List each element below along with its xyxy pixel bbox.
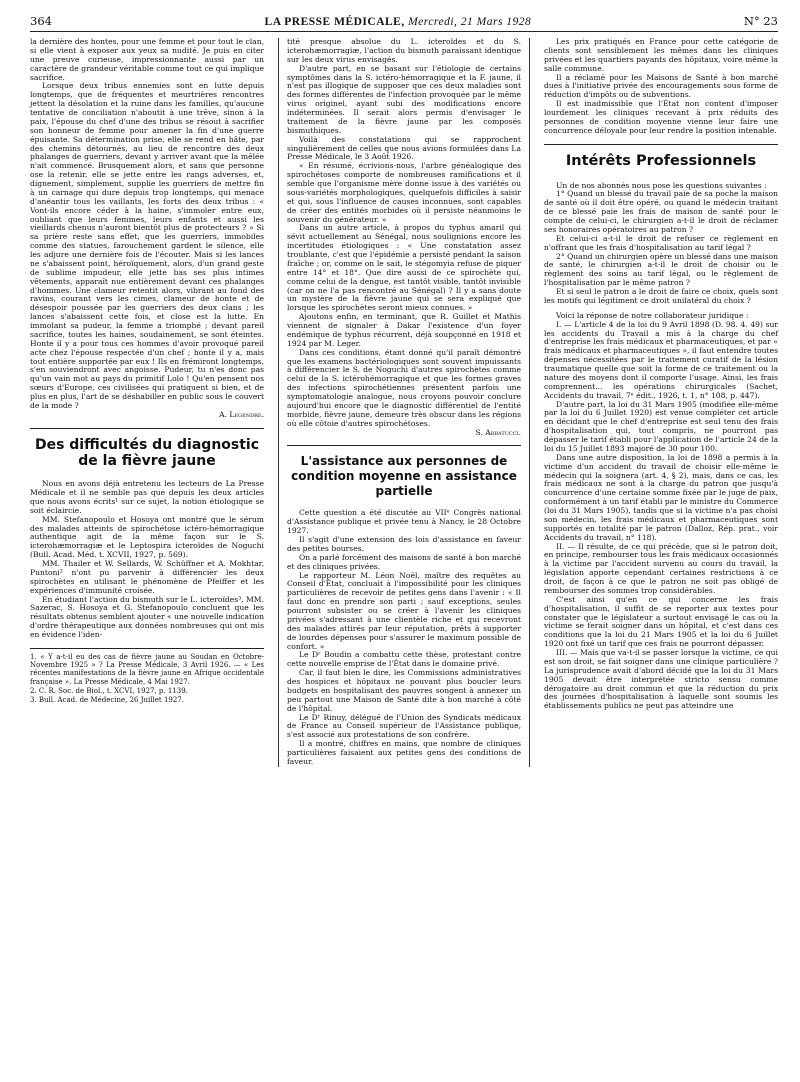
column-2 xyxy=(278,38,530,767)
body-paragraph: D'autre part, la loi du 31 Mars 1905 (modifiée elle-même par la loi du 6 Juillet 1920) est venue compléter cet article en décidant que le chef d'entreprise est seul tenu des frais d'hospitalisation qui, tout compris, ne pourront pas dépasser le tarif établi pour l'application de l'article 24 de la loi du 15 Juillet 1893 majoré de 30 pour 100. xyxy=(544,399,778,453)
author-signature: A. Legendre. xyxy=(219,409,264,419)
body-paragraph: III. — Mais que va-t-il se passer lorsque la victime, ce qui est son droit, se fait soigner dans une clinique particulière ? La jurisprudence avait d'abord décidé que la loi du 31 Mars 1905 devait être interprétée stricto sensu comme dérogatoire au droit commun et que la réduction du prix des journées d'hospitalisation à laquelle sont soumis les établissements publics ne peut pas atteindre une xyxy=(544,648,778,711)
body-paragraph: 1° Quand un blessé du travail paie de sa poche la maison de santé où il doit être opéré, ou quand le médecin traitant de ce blessé paie les frais de maison de santé pour le compte de celui-ci, le chirurgien a-t-il le droit de réclamer ses honoraires opératoires au patron ? xyxy=(544,189,778,234)
column-1 xyxy=(30,38,264,767)
body-paragraph: Le rapporteur M. Léon Noël, maître des requêtes au Conseil d'État, concluait à l'impossibilité pour les cliniques particulières de recevoir de petites gens dans l'avenir : « Il faut donc en prendre son parti ; sauf exceptions, seules pourront subsister ou se créer à l'avenir les cliniques privées s'adressant à une clientèle riche et qui recevront des malades attirés par leur réputation, prêts à supporter de lourdes dépenses pour s'assurer le maximum possible de confort. » xyxy=(287,570,521,651)
body-paragraph: Voici la réponse de notre collaborateur juridique : xyxy=(556,310,749,320)
body-paragraph: Nous en avons déjà entretenu les lecteurs de La Presse Médicale et il ne semble pas que depuis les deux articles que nous avons écrits¹ sur ce sujet, la notion étiologique se soit éclaircie. xyxy=(30,479,264,515)
body-paragraph: Il a réclamé pour les Maisons de Santé à bon marché dues à l'initiative privée des encouragements sous forme de réduction d'impôts ou de subventions. xyxy=(544,72,778,100)
body-paragraph: On a parlé forcément des maisons de santé à bon marché et des cliniques privées. xyxy=(287,552,521,571)
footnotes xyxy=(30,648,264,704)
divider xyxy=(287,445,521,446)
body-paragraph: Et si seul le patron a le droit de faire ce choix, quels sont les motifs qui légitiment ce droit unilatéral du choix ? xyxy=(544,287,778,305)
author-signature: S. Abbatucci. xyxy=(475,427,521,437)
column-3 xyxy=(544,38,778,767)
body-paragraph: la dernière des hontes, pour une femme et pour tout le clan, si elle vient à exposer aux yeux sa nudité. Je puis en citer une preuve curieuse, impressionnante aussi par un caractère de grandeur véritable comme tout ce qui implique sacrifice. xyxy=(30,37,264,82)
body-paragraph: Il a montré, chiffres en mains, que nombre de cliniques particulières faisaient aux petites gens des conditions de faveur. xyxy=(287,739,521,766)
body-paragraph: Et celui-ci a-t-il le droit de refuser ce règlement en n'offrant que les frais d'hospitalisation au tarif légal ? xyxy=(544,233,778,252)
body-paragraph: Le Dʳ Rinuy, délégué de l'Union des Syndicats médicaux de France au Conseil supérieur de l'Assistance publique, s'est associé aux protestations de son confrère. xyxy=(287,712,521,740)
body-paragraph: C'est ainsi qu'en ce qui concerne les frais d'hospitalisation, il suffit de se reporter aux textes pour constater que le législateur a surtout envisagé le cas où la victime se ferait soigner dans un hôpital, et c'est dans ces conditions que la loi du 21 Mars 1905 et la loi du 6 Juillet 1920 ont fixé un tarif que ces frais ne pourront dépasser. xyxy=(544,594,778,649)
body-paragraph: I. — L'article 4 de la loi du 9 Avril 1898 (D. 98. 4. 49) sur les accidents du Travail a mis à la charge du chef d'entreprise les frais médicaux et pharmaceutiques, et par « frais médicaux et pharmaceutiques », il faut entendre toutes dépenses nécessitées par le traitement curatif de la lésion traumatique quelle que soit la forme de ce traitement ou la nature des moyens dont il comporte l'usage. Ainsi, les frais comprennent... les opérations chirurgicales (Sachet, Accidents du travail, 7ᵉ édit., 1926, t. 1, n° 108, p. 447). xyxy=(544,319,778,400)
body-paragraph: Cette question a été discutée au VIIᵉ Congrès national d'Assistance publique et privée tenu à Nancy, le 28 Octobre 1927. xyxy=(287,508,521,536)
body-paragraph: En étudiant l'action du bismuth sur le L. icteroïdes³, MM. Sazerac, S. Hosoya et G. Stefanopoulo concluent que les résultats obtenus semblent ajouter « une nouvelle indication d'ordre thérapeutique aux données nombreuses qui ont mis en évidence l'iden- xyxy=(30,594,265,640)
body-paragraph: Dans un autre article, à propos du typhus amaril qui sévit actuellement au Sénégal, nous soulignions encore les incertitudes étiologiques : « Une constatation assez troublante, c'est que l'épidémie a persisté pendant la saison fraîche ; or, comme on le sait, le stégomyia refuse de piquer entre 14° et 18°. Que dire aussi de ce spirochète qui, comme celui de la dengue, est tantôt visible, tantôt invisible (car on ne l'a pas rencontré au Sénégal) ? Il y a sans doute un mystère de la fièvre jaune qui se sera expliqué que lorsque les spirochètes seront mieux connues. » xyxy=(287,223,521,313)
issue-number: N° 23 xyxy=(743,14,778,28)
body-paragraph: Il s'agit d'une extension des lois d'assistance en faveur des petites bourses. xyxy=(287,535,521,553)
journal-title xyxy=(265,16,532,28)
article-title: L'assistance aux personnes de condition moyenne en assistance partielle xyxy=(291,454,517,499)
body-paragraph: Car, il faut bien le dire, les Commissions administratives des hospices et hôpitaux ne pouvant plus boucler leurs budgets en hospitalisant des pauvres songent à annexer un peu partout une Maison de Santé dite à bon marché à côté de l'hôpital. xyxy=(287,668,521,713)
body-paragraph: MM. Stefanopoulo et Hosoya ont montré que le sérum des malades atteints de spirochétose ictéro-hémorragique authentique agit de la même façon sur le S. icterohæmorragiæ et le Leptospira icteroïdes de Noguchi (Bull. Acad. Méd. t. XCVII, 1927, p. 569). xyxy=(30,514,264,560)
body-paragraph: tité presque absolue du L. icteroïdes et du S. icterohæmorragiæ, l'action du bismuth paraissant identique sur les deux virus envisagés. xyxy=(287,37,521,64)
page-header xyxy=(30,14,778,32)
body-paragraph: Le Dʳ Boudin a combattu cette thèse, protestant contre cette nouvelle emprise de l'État dans le domaine privé. xyxy=(287,650,521,669)
article-title: Des difficultés du diagnostic de la fièvre jaune xyxy=(34,436,260,470)
footnote: 2. C. R. Soc. de Biol., t. XCVI, 1927, p. 1139. xyxy=(30,686,188,695)
body-paragraph: Dans ces conditions, étant donné qu'il paraît démontré que les examens bactériologiques sont souvent impuissants à différencier le S. de Noguchi d'autres spirochètes comme celui de la S. ictérohémorragique et que les formes graves des infections spirochétiennes présentent parfois une symptomatologie analogue, nous croyons pouvoir conclure aujourd'hui encore que le diagnostic différentiel de l'entité morbide, fièvre jaune, demeure très obscur dans les régions où elle côtoie d'autres spirochétoses. xyxy=(287,347,521,428)
body-paragraph: Ajoutons enfin, en terminant, que R. Guillet et Mathis viennent de signaler à Dakar l'existence d'un foyer endémique de typhus récurrent, déjà soupçonné en 1918 et 1924 par M. Leger. xyxy=(287,312,521,348)
divider xyxy=(544,144,778,145)
footnote: 1. « Y a-t-il eu des cas de fièvre jaune au Soudan en Octobre-Novembre 1925 » ? La Presse Médicale, 3 Avril 1926. — « Les récentes manifestations de la fièvre jaune en Afrique occidentale française ». La Presse Médicale, 4 Mai 1927. xyxy=(30,652,264,686)
body-paragraph: Dans une autre disposition, la loi de 1898 a permis à la victime d'un accident du travail de choisir elle-même le médecin qui la soignera (art. 4, § 2), mais, dans ce cas, les frais médicaux ne sont à la charge du patron que jusqu'à concurrence d'une certaine somme fixée par le juge de paix, conformément à un tarif établi par le ministre du Commerce (loi du 31 Mars 1905), tandis que si la victime n'a pas choisi son médecin, les frais médicaux et pharmaceutiques sont supportés en totalité par le patron (Dalloz, Rép. prat., voir Accidents du travail, n° 118). xyxy=(544,452,778,542)
body-paragraph: Voilà des constatations qui se rapprochent singulièrement de celles que nous avions formulées dans La Presse Médicale, le 3 Août 1926. xyxy=(287,134,521,162)
body-paragraph: Les prix pratiqués en France pour cette catégorie de clients sont sensiblement les mêmes dans les cliniques privées et les quartiers payants des hôpitaux, voire même la salle commune. xyxy=(544,37,778,73)
body-paragraph: Un de nos abonnés nous pose les questions suivantes : xyxy=(556,180,767,190)
divider xyxy=(30,428,264,429)
issue-date: Mercredi, 21 Mars 1928 xyxy=(408,16,532,28)
journal-name: LA PRESSE MÉDICALE, xyxy=(264,16,405,28)
body-paragraph: « En résumé, écrivions-nous, l'arbre généalogique des spirochétoses comporte de nombreuses ramifications et il semble que l'organisme mère donne issue à des variétés ou sous-variétés morphologiques, quelquefois difficiles à saisir et qui, sous l'influence de causes inconnues, sont capables de créer des entités morbides où il persiste néanmoins le souvenir du générateur. » xyxy=(287,161,521,224)
section-title: Intérêts Professionnels xyxy=(565,152,757,169)
page-number: 364 xyxy=(30,14,52,28)
body-paragraph: Il est inadmissible que l'État non content d'imposer lourdement les cliniques recevant à prix réduits des personnes de condition moyenne vienne leur faire une concurrence déloyale pour leur rendre la position intenable. xyxy=(544,99,778,135)
body-paragraph: Lorsque deux tribus ennemies sont en lutte depuis longtemps, que de fréquentes et meurtrières rencontres jettent la désolation et la ruine dans les familles, qu'aucune tentative de conciliation n'aboutit à une trêve, sinon à la paix, l'épouse du chef d'une des tribus se résout à sacrifier son honneur de femme pour amener la fin d'une guerre épuisante. Sa détermination prise, elle se rend en hâte, par des chemins détournés, au lieu de rencontre des deux phalanges de guerriers, devant y arriver avant que la mêlée n'ait commencé. Brusquement alors, et sans que personne ose la retenir, elle se jette entre les rangs adverses, et, dignement, simplement, supplie les guerriers de mettre fin à un carnage qui dure depuis trop longtemps, qui menace d'anéantir tous les vaillants, les forts des deux tribus : « Vont-ils encore céder à la haine, s'immoler entre eux, oubliant que leurs femmes, leurs enfants et aussi les vieillards chenus n'auront bientôt plus de protecteurs ? » Si sa prière reste sans effet, que les guerriers, immobiles comme des statues, farouchement gardent le silence, elle les adjure une dernière fois de l'écouter. Mais si les lances ne s'abaissent point, héroïquement, alors, d'un grand geste de sublime impudeur, elle jette bas ses plus intimes vêtements, apparaît nue entièrement devant ces phalanges d'hommes. Une clameur retentit alors, vibrant au fond des ravins, courant vers les cimes, clameur de honte et de désespoir poussée par les guerriers des deux clans ; les lances s'abaissent cette fois, et close est la lutte. En immolant sa pudeur, la femme a triomphé ; devant pareil sacrifice, toutes les haines, soudainement, se sont éteintes. Honte il y a pour tous ces hommes d'avoir provoqué pareil acte chez l'épouse respectée d'un chef ; honte il y a, mais tout entière supportée par eux ! Ils en frémiront longtemps, s'en souviendront avec angoisse. Pudeur, tu n'es donc pas qu'un vain mot au pays du primitif Lolo ! Qu'en pensent nos sœurs d'Europe, ces civilisées qui pratiquent si bien, et de plus en plus, l'art de se déshabiller en public sous le couvert de la mode ? xyxy=(30,81,264,410)
body-paragraph: II. — Il résulte, de ce qui précède, que si le patron doit, en principe, rembourser tous les frais médicaux occasionnés à la victime par l'accident survenu au cours du travail, la législation apporte cependant certaines restrictions à ce droit, de façon à ce que le patron ne soit pas obligé de rembourser des sommes trop considérables. xyxy=(544,541,778,595)
footnote: 3. Bull. Acad. de Médecine, 26 Juillet 1927. xyxy=(30,695,184,704)
body-paragraph: 2° Quand un chirurgien opère un blessé dans une maison de santé, le chirurgien a-t-il le droit de choisir ou le règlement des soins au tarif légal, ou le règlement de l'hospitalisation par le même patron ? xyxy=(544,251,778,288)
body-paragraph: MM. Thailer et W. Sellards, W. Schüffner et A. Mokhtar, Puntoni² n'ont pu parvenir à différencier les deux spirochètes en utilisant le phénomène de Pfeiffer et les expériences d'immunité croisée. xyxy=(30,559,264,595)
body-paragraph: D'autre part, en se basant sur l'étiologie de certains symptômes dans la S. ictéro-hémorragique et la F. jaune, il n'est pas illogique de supposer que ces deux maladies sont des formes différentes de l'infection provoquée par le même virus originel, ayant subi des modifications encore indéterminées. Il serait alors permis d'envisager le traitement de la fièvre jaune par les composés bismuthiques. xyxy=(287,63,521,135)
